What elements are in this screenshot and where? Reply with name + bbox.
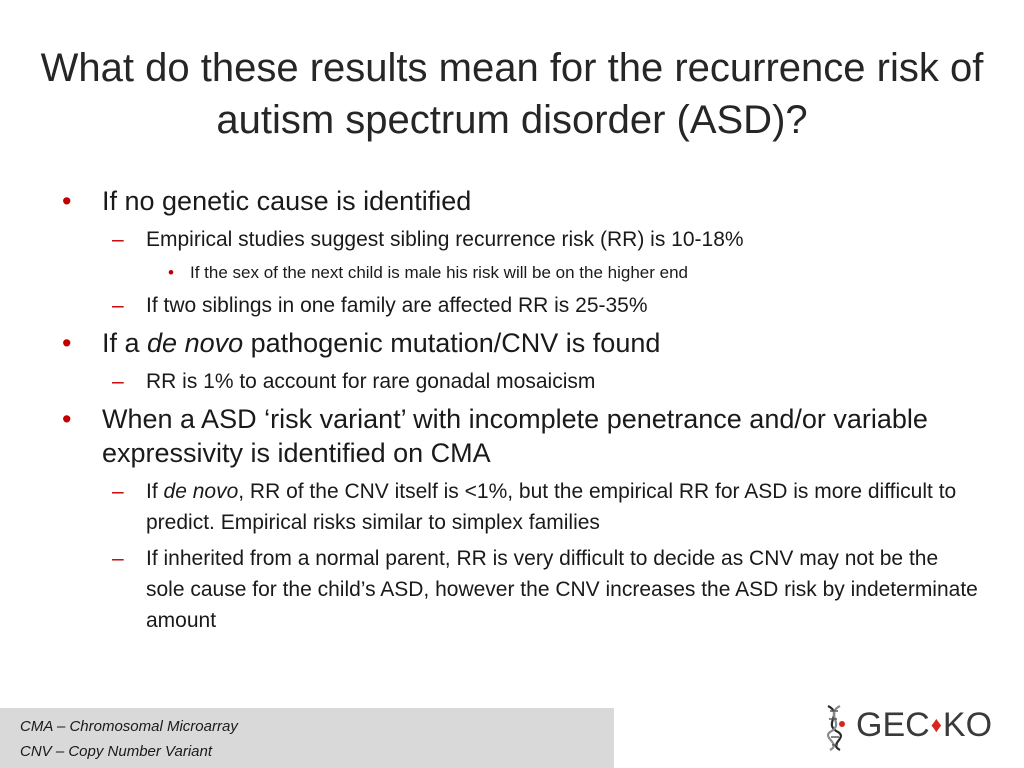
maple-leaf-icon: ♦ — [930, 712, 942, 737]
bullet-de-novo-mutation — [62, 326, 982, 360]
logo-text-right: KO — [942, 706, 993, 744]
sub-bullet-inherited — [62, 543, 982, 636]
geckto-logo — [818, 702, 998, 752]
dna-helix-icon — [818, 702, 854, 752]
slide-body — [62, 184, 982, 641]
sub-bullet-text: Empirical studies suggest sibling recurrence risk (RR) is 10-18% — [146, 228, 744, 251]
dash-marker: – — [112, 480, 124, 503]
sub-sub-bullet-male-risk — [62, 260, 982, 286]
bullet-text-suffix: pathogenic mutation/CNV is found — [243, 328, 661, 358]
logo-text-left: GEC — [856, 706, 930, 744]
dash-marker: – — [112, 294, 124, 317]
bullet-no-genetic-cause — [62, 184, 982, 218]
dash-marker: – — [112, 547, 124, 570]
sub-bullet-text: If two siblings in one family are affected RR is 25-35% — [146, 294, 648, 317]
sub-sub-bullet-text: If the sex of the next child is male his risk will be on the higher end — [190, 263, 688, 282]
bullet-risk-variant — [62, 402, 982, 470]
slide-title: What do these results mean for the recurrence risk of autism spectrum disorder (ASD)? — [40, 46, 984, 142]
footer-cma-definition: CMA – Chromosomal Microarray — [20, 718, 238, 735]
sub-bullet-empirical-rr — [62, 224, 982, 255]
sub-bullet-text: RR is 1% to account for rare gonadal mosaicism — [146, 370, 596, 393]
sub-bullet-gonadal-mosaicism — [62, 366, 982, 397]
logo-text — [856, 706, 992, 745]
sub-bullet-text-prefix: If — [146, 480, 164, 503]
bullet-text-italic: de novo — [147, 328, 244, 358]
sub-bullet-if-de-novo — [62, 476, 982, 538]
bullet-text: If no genetic cause is identified — [102, 186, 472, 216]
bullet-text-prefix: If a — [102, 328, 148, 358]
bullet-text: When a ASD ‘risk variant’ with incomplete penetrance and/or variable expressivity is identified on CMA — [102, 404, 928, 468]
sub-bullet-text-italic: de novo — [163, 480, 239, 503]
bullet-marker: • — [62, 328, 72, 358]
dash-marker: – — [112, 228, 124, 251]
dot-marker: • — [168, 263, 174, 282]
sub-bullet-text-suffix: , RR of the CNV itself is <1%, but the empirical RR for ASD is more difficult to predict. Empirical risks similar to simplex families — [146, 480, 957, 534]
sub-bullet-text: If inherited from a normal parent, RR is very difficult to decide as CNV may not be the sole cause for the child’s ASD, however the CNV increases the ASD risk by indeterminate amount — [146, 547, 978, 632]
footer-cnv-definition: CNV – Copy Number Variant — [20, 743, 213, 760]
footer-abbreviations — [0, 708, 614, 768]
sub-bullet-two-siblings — [62, 290, 982, 321]
bullet-marker: • — [62, 404, 72, 434]
bullet-marker: • — [62, 186, 72, 216]
dash-marker: – — [112, 370, 124, 393]
